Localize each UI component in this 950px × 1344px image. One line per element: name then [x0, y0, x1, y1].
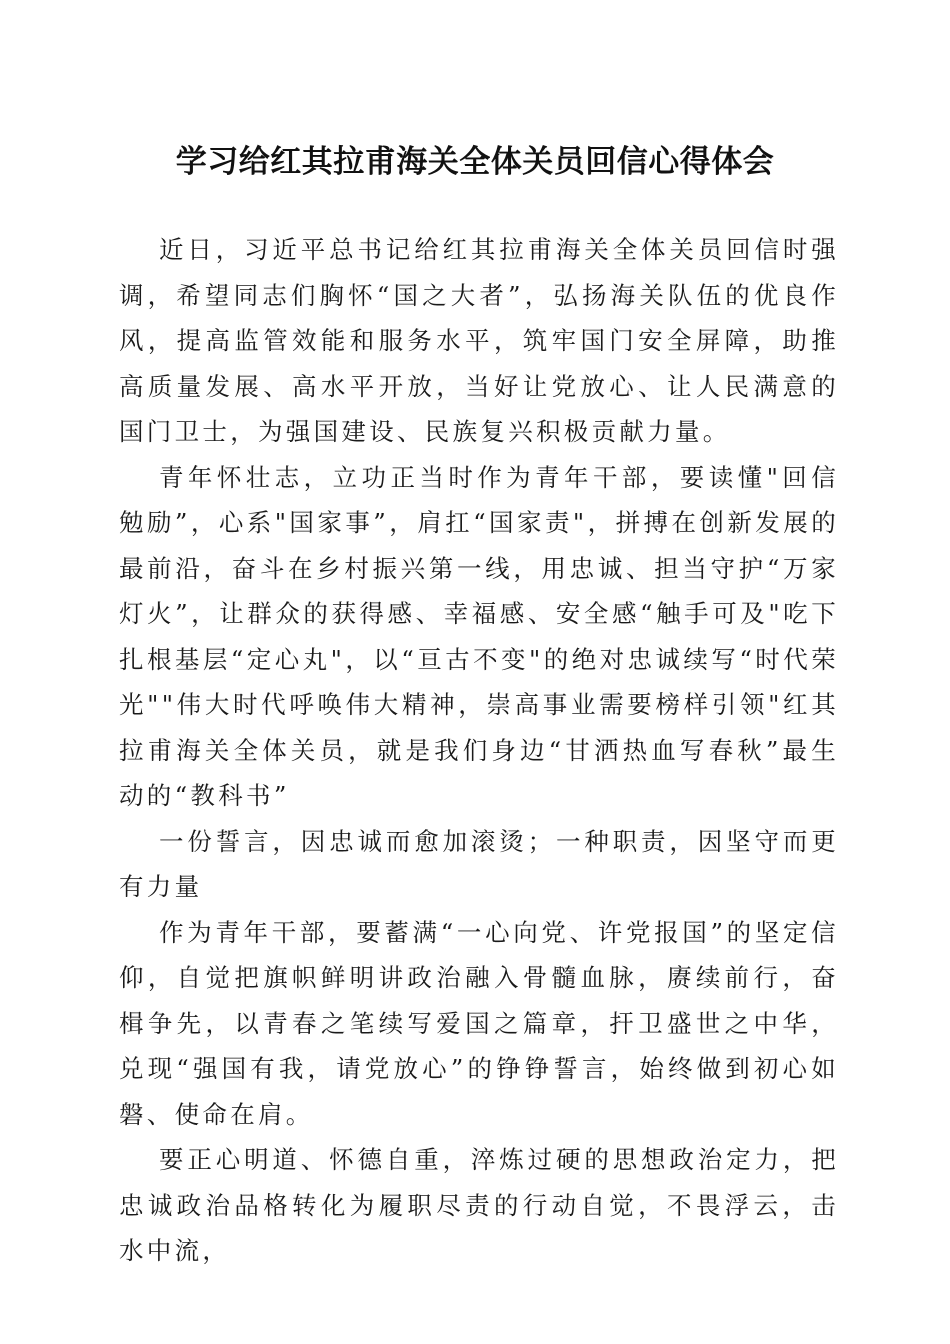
document-title: 学习给红其拉甫海关全体关员回信心得体会	[175, 144, 775, 180]
paragraph-young-cadres: 作为青年干部，要蓄满“一心向党、许党报国”的坚定信仰，自觉把旗帜鲜明讲政治融入骨髓血脉，赓续前行，奋楫争先，以青春之笔续写爱国之篇章，扞卫盛世之中华，兑现“强国有我，请党放心”的铮铮誓言，始终做到初心如磐、使命在肩。	[119, 917, 839, 1129]
document-body	[119, 227, 839, 1274]
paragraph-integrity: 要正心明道、怀德自重，淬炼过硬的思想政治定力，把忠诚政治品格转化为履职尽责的行动自觉，不畏浮云，击水中流，	[119, 1145, 839, 1265]
paragraph-intro: 近日，习近平总书记给红其拉甫海关全体关员回信时强调，希望同志们胸怀“国之大者”，弘扬海关队伍的优良作风，提高监管效能和服务水平，筑牢国门安全屏障，助推高质量发展、高水平开放，当好让党放心、让人民满意的国门卫士，为强国建设、民族复兴积极贡献力量。	[119, 235, 839, 446]
paragraph-oath: 一份誓言，因忠诚而愈加滚烫；一种职责，因坚守而更有力量	[119, 826, 839, 901]
paragraph-youth-ambition: 青年怀壮志，立功正当时作为青年干部，要读懂"回信勉励”，心系"国家事”，肩扛“国家责"，拼搏在创新发展的最前沿，奋斗在乡村振兴第一线，用忠诚、担当守护“万家灯火”，让群众的获得感、幸福感、安全感“触手可及"吃下扎根基层“定心丸"，以“亘古不变"的绝对忠诚续写“时代荣光""伟大时代呼唤伟大精神，崇高事业需要榜样引领"红其拉甫海关全体关员，就是我们身边“甘洒热血写春秋”最生动的“教科书”	[119, 462, 839, 810]
